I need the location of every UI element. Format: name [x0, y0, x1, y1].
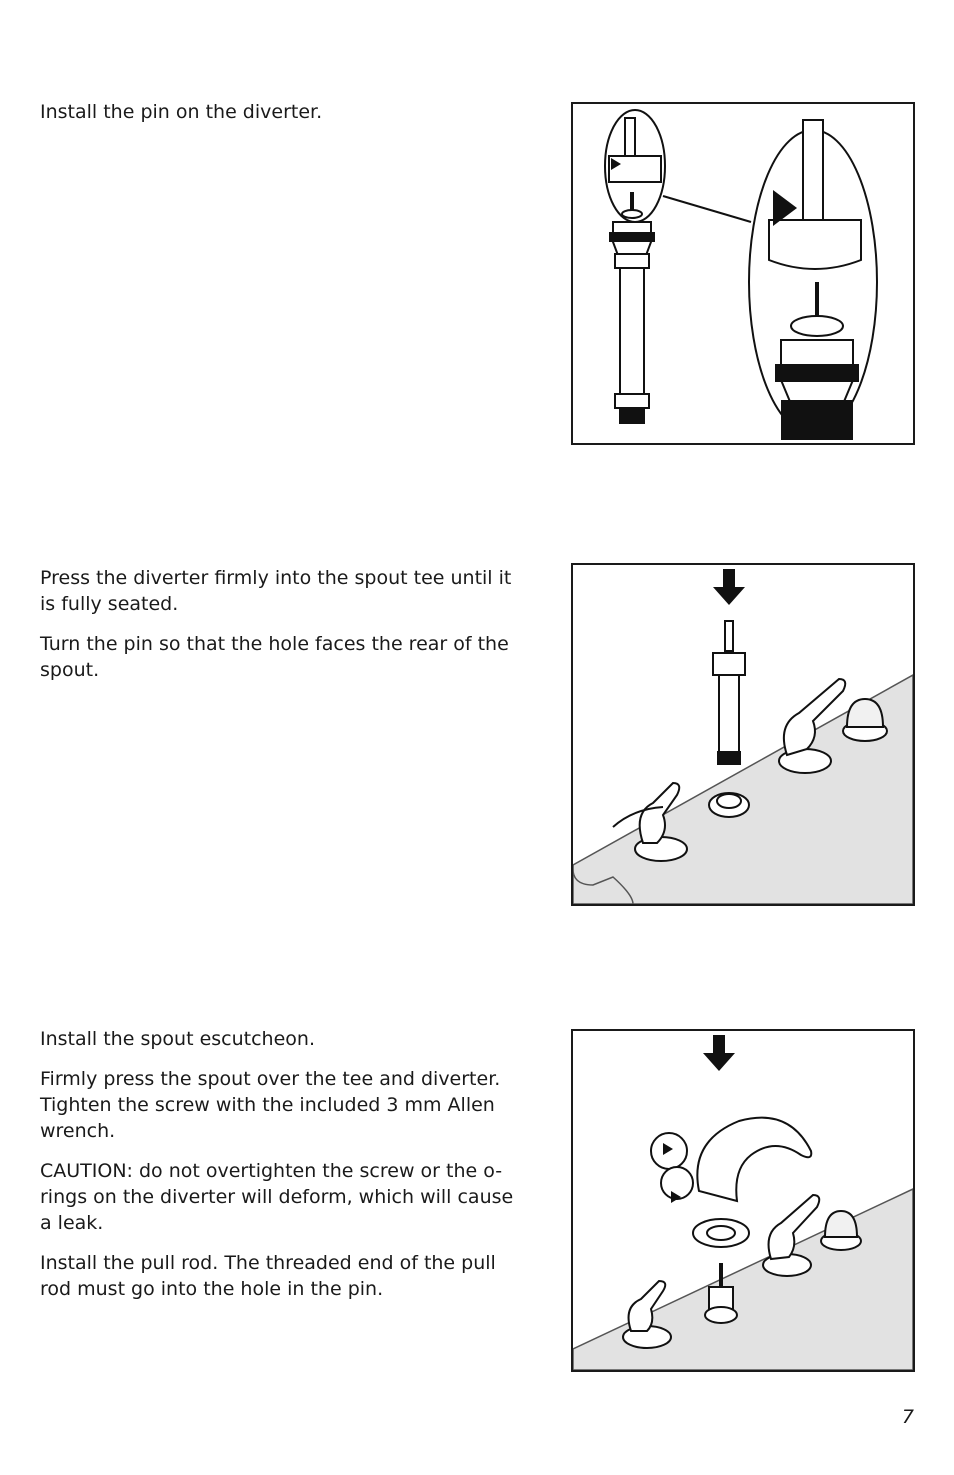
step-1-text [40, 99, 520, 139]
step-3-illustration [571, 1029, 915, 1372]
step-2-paragraph-1: Press the diverter firmly into the spout tee until it is fully seated. [40, 567, 512, 615]
step-3-paragraph-3: CAUTION: do not overtighten the screw or the o-rings on the diverter will deform, which will cause a leak. [40, 1160, 514, 1234]
page-number: 7 [901, 1406, 914, 1428]
step-2-paragraph-2: Turn the pin so that the hole faces the rear of the spout. [40, 633, 509, 681]
diverter-pin-drawing [573, 104, 913, 443]
step-1-paragraph-1: Install the pin on the diverter. [40, 101, 323, 123]
step-2-illustration [571, 563, 915, 906]
step-3-text [40, 1026, 520, 1316]
step-3-paragraph-4: Install the pull rod. The threaded end of the pull rod must go into the hole in the pin. [40, 1252, 496, 1300]
step-1-illustration [571, 102, 915, 445]
step-3-paragraph-1: Install the spout escutcheon. [40, 1028, 315, 1050]
diverter-into-tee-drawing [573, 565, 913, 904]
step-2-text [40, 565, 520, 697]
spout-installation-drawing [573, 1031, 913, 1370]
step-3-paragraph-2: Firmly press the spout over the tee and diverter. Tighten the screw with the included 3 mm Allen wrench. [40, 1068, 501, 1142]
